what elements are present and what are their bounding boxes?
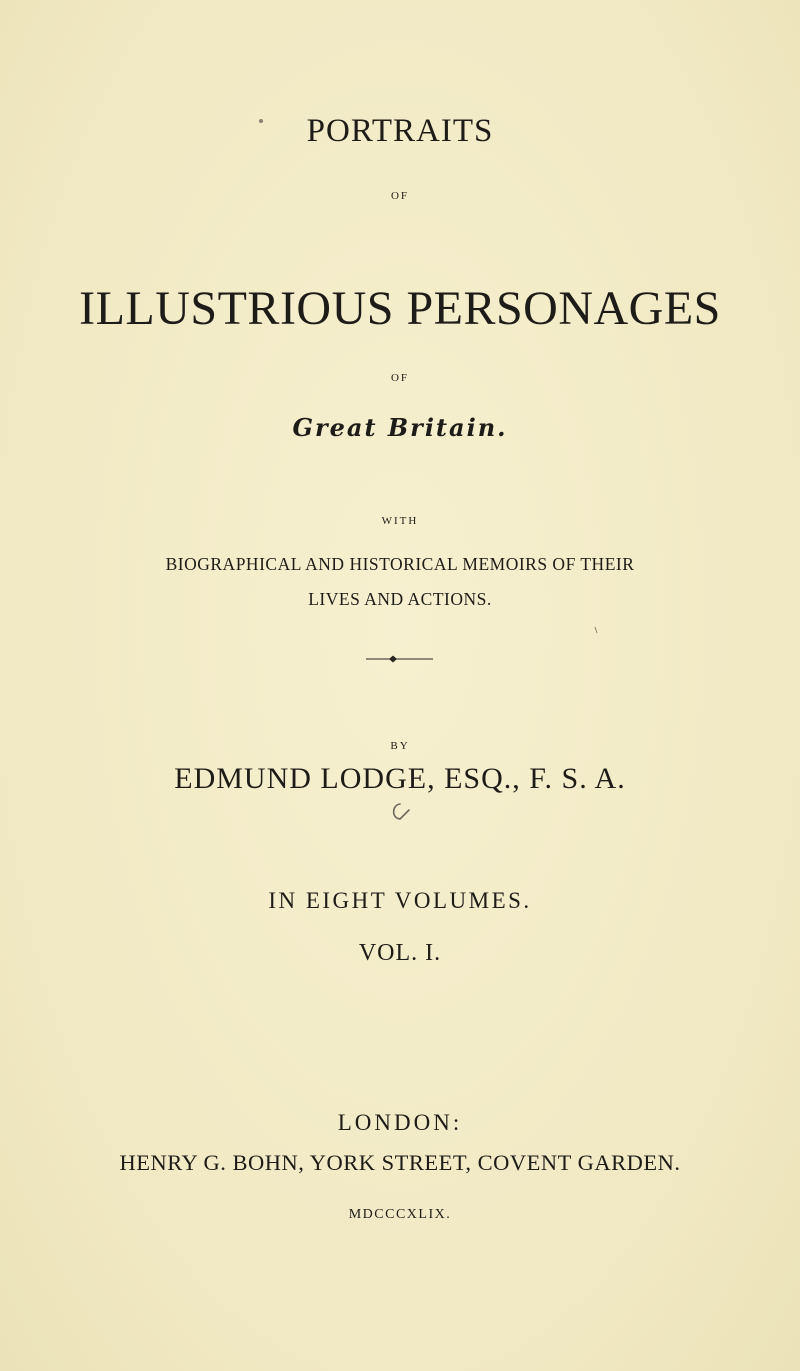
description-line-1: BIOGRAPHICAL AND HISTORICAL MEMOIRS OF THEIR [165, 554, 635, 574]
handwritten-pencil-mark [388, 800, 422, 824]
paper-speck [594, 626, 598, 634]
volume-number: VOL. I. [358, 940, 442, 966]
book-title: PORTRAITS [306, 113, 494, 149]
of-connector-1: OF [390, 190, 410, 202]
country-blackletter: Great Britain. [292, 413, 508, 442]
description-line-2: LIVES AND ACTIONS. [308, 589, 492, 609]
of-connector-2: OF [390, 372, 410, 384]
imprint-city: LONDON: [337, 1110, 463, 1135]
book-subject: ILLUSTRIOUS PERSONAGES [79, 282, 721, 335]
author-name: EDMUND LODGE, ESQ., F. S. A. [174, 762, 626, 795]
by-connector: BY [390, 740, 410, 752]
with-connector: WITH [381, 515, 419, 527]
imprint-publisher: HENRY G. BOHN, YORK STREET, COVENT GARDEN. [119, 1150, 681, 1175]
diamond-rule-ornament [366, 654, 433, 664]
volumes-count: IN EIGHT VOLUMES. [268, 888, 532, 913]
imprint-date: MDCCCXLIX. [348, 1207, 452, 1222]
